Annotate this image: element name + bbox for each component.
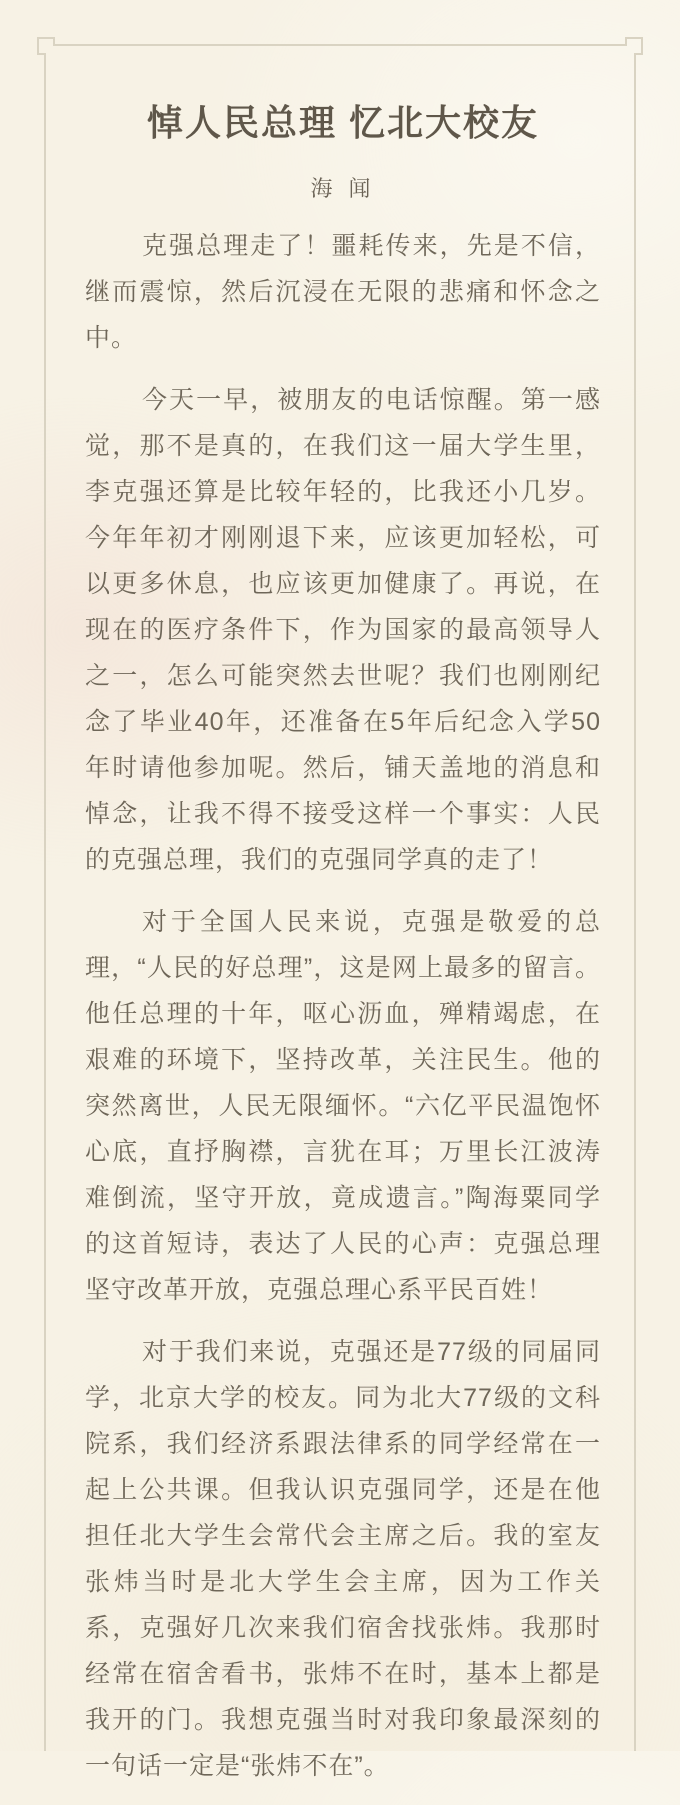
author-name: 海 闻 [310,176,376,201]
page-title: 悼人民总理 忆北大校友 [146,102,539,143]
paragraph: 对于全国人民来说，克强是敬爱的总理，“人民的好总理”，这是网上最多的留言。他任总理的十年，呕心沥血，殚精竭虑，在艰难的环境下，坚持改革，关注民生。他的突然离世，人民无限缅怀。“六亿平民温饱怀心底，直抒胸襟，言犹在耳；万里长江波涛难倒流，坚守开放，竟成遗言。”陶海粟同学的这首短诗，表达了人民的心声：克强总理坚守改革开放，克强总理心系平民百姓！ [85,908,601,1304]
greek-key-corner-icon [614,36,644,66]
article-body [85,223,601,1789]
article-page [85,0,601,1805]
paragraph: 今天一早，被朋友的电话惊醒。第一感觉，那不是真的，在我们这一届大学生里，李克强还算是比较年轻的，比我还小几岁。今年年初才刚刚退下来，应该更加轻松，可以更多休息，也应该更加健康了。再说，在现在的医疗条件下，作为国家的最高领导人之一，怎么可能突然去世呢？我们也刚刚纪念了毕业40年，还准备在5年后纪念入学50年时请他参加呢。然后，铺天盖地的消息和悼念，让我不得不接受这样一个事实：人民的克强总理，我们的克强同学真的走了！ [85,386,601,874]
paragraph: 克强总理走了！噩耗传来，先是不信，继而震惊，然后沉浸在无限的悲痛和怀念之中。 [85,232,601,352]
frame-left-border [44,66,46,1751]
frame-right-border [634,66,636,1751]
paragraph: 对于我们来说，克强还是77级的同届同学，北京大学的校友。同为北大77级的文科院系，我们经济系跟法律系的同学经常在一起上公共课。但我认识克强同学，还是在他担任北大学生会常代会主席之后。我的室友张炜当时是北大学生会主席，因为工作关系，克强好几次来我们宿舍找张炜。我那时经常在宿舍看书，张炜不在时，基本上都是我开的门。我想克强当时对我印象最深刻的一句话一定是“张炜不在”。 [85,1338,601,1780]
greek-key-corner-icon [36,36,66,66]
